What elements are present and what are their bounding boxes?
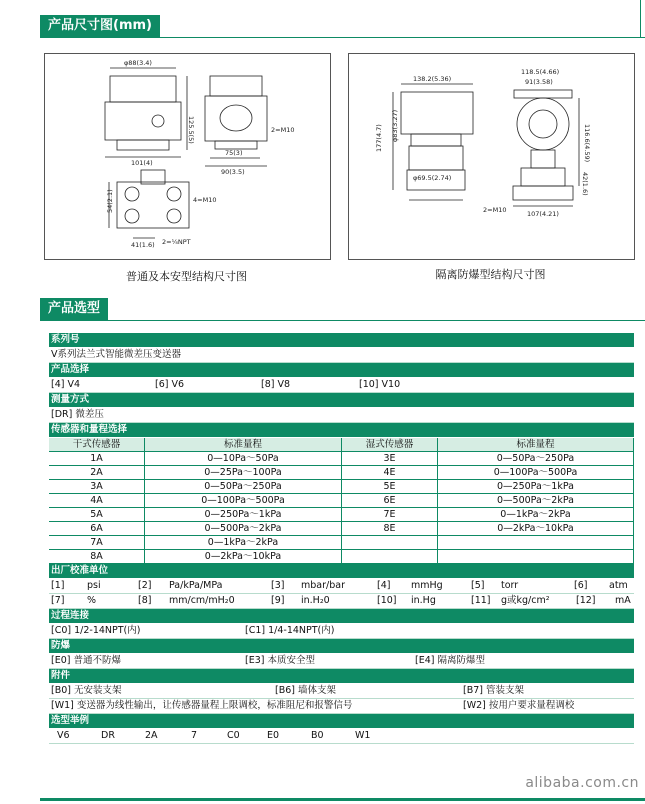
dim-label: 54(2.1) [106,189,114,213]
dim-label: 116.6(4.59) [583,124,591,163]
process-row [49,624,634,639]
product-header: 产品选择 [49,363,634,378]
example-code: E0 [267,730,280,741]
sensor-cell: 1A [49,452,145,466]
process-option: [C0] 1/2-14NPT(内) [51,625,141,636]
dim-label: 2=¼NPT [162,238,191,246]
dim-label: 2=M10 [271,126,295,134]
sensor-cell: 0—100Pa～500Pa [145,494,342,508]
unit-name: mmHg [411,580,443,591]
sensor-cell: 0—1kPa～2kPa [145,536,342,550]
explosion-row [49,654,634,669]
sensor-cell-empty [438,550,634,564]
example-header: 选型举例 [49,714,634,729]
dim-label: 177(4.7) [375,124,383,152]
explosion-header: 防爆 [49,639,634,654]
accessory-option: [W1] 变送器为线性输出，让传感器量程上限调校，标准阻尼和报警信号 [51,700,353,711]
accessory-option: [W2] 按用户要求量程调校 [463,700,575,711]
dim-label: 42(1.6) [581,172,589,196]
sensor-grid [49,438,634,564]
dim-label: 91(3.58) [525,78,553,86]
sensor-cell: 4A [49,494,145,508]
accessory-option: [B7] 管装支架 [463,685,524,696]
sensor-cell: 0—500Pa～2kPa [145,522,342,536]
unit-name: psi [87,580,101,591]
dim-label: 118.5(4.66) [521,68,560,76]
sensor-cell: 0—1kPa～2kPa [438,508,634,522]
sensor-col-header: 标准量程 [145,438,342,452]
unit-code: [11] [471,595,491,606]
dim-label: 4=M10 [193,196,217,204]
unit-code: [1] [51,580,65,591]
sensor-cell: 8E [342,522,438,536]
unit-name: mm/cm/mH₂0 [169,595,235,606]
sensor-col-header: 干式传感器 [49,438,145,452]
explosion-proof-transmitter-drawing [349,54,634,259]
accessory-option: [B0] 无安装支架 [51,685,122,696]
sensor-cell: 6E [342,494,438,508]
unit-code: [4] [377,580,391,591]
sensor-cell: 0—10Pa～50Pa [145,452,342,466]
unit-code: [6] [574,580,588,591]
sensor-cell: 8A [49,550,145,564]
standard-transmitter-drawing [45,54,330,259]
sensor-cell: 5E [342,480,438,494]
unit-name: Pa/kPa/MPa [169,580,223,591]
dim-label: 125.5(5) [187,116,195,144]
series-row [49,348,634,363]
dim-label: 138.2(5.36) [413,75,452,83]
unit-code: [9] [271,595,285,606]
sensor-cell: 0—50Pa～250Pa [438,452,634,466]
sensor-header: 传感器和量程选择 [49,423,634,438]
series-value: V系列法兰式智能微差压变送器 [51,349,181,360]
dim-label: 41(1.6) [131,241,155,249]
footer-divider [40,798,645,801]
sensor-cell: 3E [342,452,438,466]
product-option: [6] V6 [155,379,185,390]
sensor-col-header: 标准量程 [438,438,634,452]
figure-caption: 普通及本安型结构尺寸图 [126,270,247,283]
accessory-header: 附件 [49,669,634,684]
sensor-cell: 0—250Pa～1kPa [145,508,342,522]
unit-header: 出厂校准单位 [49,564,634,579]
sensor-cell: 0—100Pa～500Pa [438,466,634,480]
unit-name: mA [615,595,631,606]
accessory-option: [B6] 墙体支架 [275,685,336,696]
measure-row [49,408,634,423]
figure-standard-dimensions [44,53,331,260]
example-code: B0 [311,730,324,741]
sensor-cell: 0—2kPa～10kPa [438,522,634,536]
example-code: 2A [145,730,158,741]
product-option: [10] V10 [359,379,401,390]
unit-code: [2] [138,580,152,591]
sensor-cell: 2A [49,466,145,480]
dim-label: φ83(3.27) [391,109,399,142]
measure-header: 测量方式 [49,393,634,408]
unit-name: in.H₂0 [301,595,330,606]
example-code: V6 [57,730,70,741]
unit-row [49,579,634,594]
dim-label: 107(4.21) [527,210,559,218]
example-row [49,729,634,744]
unit-name: in.Hg [411,595,436,606]
measure-value: [DR] 微差压 [51,409,104,420]
unit-code: [10] [377,595,397,606]
dim-label: 90(3.5) [221,168,245,176]
sensor-cell: 7A [49,536,145,550]
sensor-cell: 6A [49,522,145,536]
figure-caption: 隔离防爆型结构尺寸图 [435,268,546,281]
series-header: 系列号 [49,333,634,348]
sensor-cell: 4E [342,466,438,480]
section-divider-vertical [640,0,641,38]
unit-name: atm [609,580,628,591]
explosion-option: [E4] 隔离防爆型 [415,655,485,666]
sensor-cell-empty [342,536,438,550]
unit-code: [7] [51,595,65,606]
example-code: W1 [355,730,371,741]
sensor-cell: 3A [49,480,145,494]
process-option: [C1] 1/4-14NPT(内) [245,625,335,636]
example-code: 7 [191,730,198,741]
example-code: C0 [227,730,240,741]
sensor-cell: 0—500Pa～2kPa [438,494,634,508]
explosion-option: [E0] 普通不防爆 [51,655,121,666]
unit-code: [5] [471,580,485,591]
unit-row [49,594,634,609]
product-row [49,378,634,393]
explosion-option: [E3] 本质安全型 [245,655,315,666]
unit-code: [3] [271,580,285,591]
section-title-dimensions: 产品尺寸图(mm) [40,15,160,37]
example-code: DR [101,730,115,741]
unit-code: [12] [576,595,596,606]
sensor-cell: 5A [49,508,145,522]
dim-label: 101(4) [131,159,153,167]
sensor-col-header: 湿式传感器 [342,438,438,452]
sensor-cell: 0—50Pa～250Pa [145,480,342,494]
selection-table [49,333,634,744]
watermark: alibaba.com.cn [525,775,639,791]
product-option: [8] V8 [261,379,291,390]
dim-label: 2=M10 [483,206,507,214]
dim-label: φ88(3.4) [124,59,152,67]
accessory-row [49,684,634,699]
figure-explosion-proof-dimensions [348,53,635,260]
dim-label: φ69.5(2.74) [413,174,452,182]
process-header: 过程连接 [49,609,634,624]
accessory-row [49,699,634,714]
sensor-cell: 0—250Pa～1kPa [438,480,634,494]
sensor-cell: 0—25Pa～100Pa [145,466,342,480]
sensor-cell-empty [438,536,634,550]
unit-name: torr [501,580,519,591]
sensor-cell: 7E [342,508,438,522]
sensor-cell-empty [342,550,438,564]
section-title-selection: 产品选型 [40,298,108,320]
section-divider [40,320,645,321]
unit-code: [8] [138,595,152,606]
dim-label: 75(3) [225,149,243,157]
unit-name: g或kg/cm² [501,595,550,606]
sensor-cell: 0—2kPa～10kPa [145,550,342,564]
section-divider [40,37,645,38]
product-option: [4] V4 [51,379,81,390]
unit-name: mbar/bar [301,580,345,591]
unit-name: % [87,595,97,606]
